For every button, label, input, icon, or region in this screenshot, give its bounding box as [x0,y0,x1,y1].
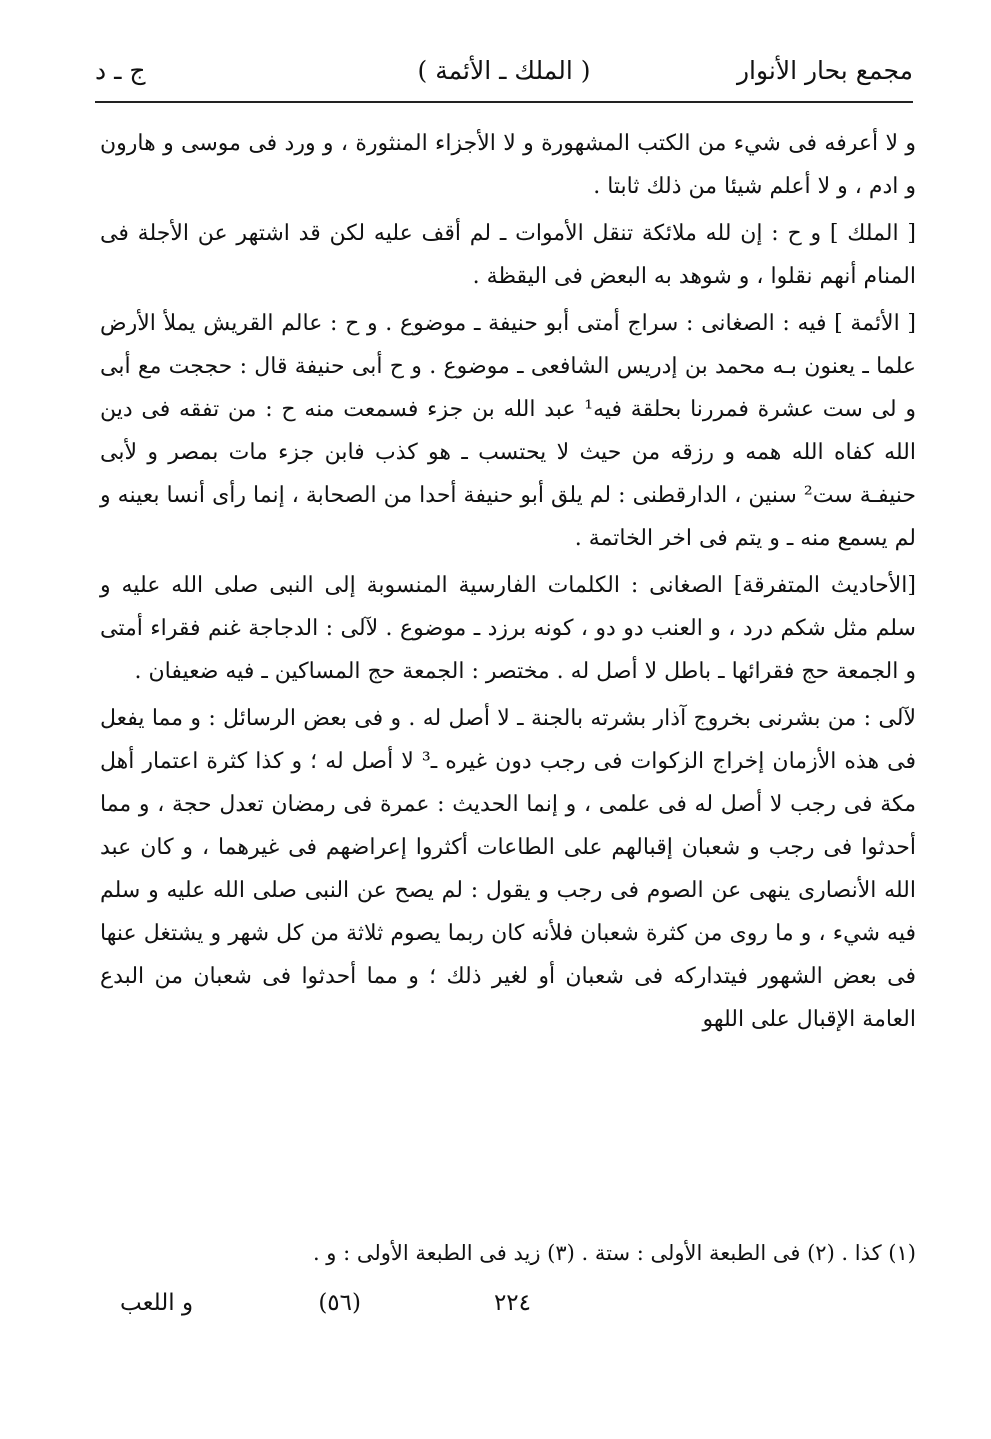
paragraph: [ الملك ] و ح : إن لله ملائكة تنقل الأموات ـ لم أقف عليه لكن قد اشتهر عن الأجلة فى المنام أنهم نقلوا ، و شوهد به البعض فى اليقظة . [100,221,916,289]
paragraph: [الأحاديث المتفرقة] الصغانى : الكلمات الفارسية المنسوبة إلى النبى صلى الله عليه و سلم مثل شكم درد ، و العنب دو دو ، كونه برزد ـ موضوع . لآلى : الدجاجة غنم فقراء أمتى و الجمعة حج فقرائها ـ باطل لا أصل له . مختصر : الجمعة حج المساكين ـ فيه ضعيفان . [100,573,916,684]
header-rule [95,101,913,103]
letter-range: ج ـ د [95,56,146,85]
paragraph: لآلى : من بشرنى بخروج آذار بشرته بالجنة ـ لا أصل له . و فى بعض الرسائل : و مما يفعل فى هذه الأزمان إخراج الزكوات فى رجب دون غيره ـ³ لا أصل له ؛ و كذا كثرة اعتمار أهل مكة فى رجب لا أصل له فى علمى ، و إنما الحديث : عمرة فى رمضان تعدل حجة ، و مما أحدثوا فى رجب و شعبان إقبالهم على الطاعات أكثروا إعراضهم فى غيرهما ، و كان عبد الله الأنصارى ينهى عن الصوم فى رجب و يقول : لم يصح عن النبى صلى الله عليه و سلم فيه شيء ، و ما روى من كثرة شعبان فلأنه كان ربما يصوم ثلاثة من كل شهر و يشتغل عنها فى بعض الشهور فيتداركه فى شعبان أو لغير ذلك ؛ و مما أحدثوا فى شعبان من البدع العامة الإقبال على اللهو [100,706,916,1032]
section-heading: ( الملك ـ الأئمة ) [417,56,591,85]
paragraph: [ الأئمة ] فيه : الصغانى : سراج أمتى أبو حنيفة ـ موضوع . و ح : عالم القريش يملأ الأرض علما ـ يعنون بـه محمد بن إدريس الشافعى ـ موضوع . و ح أبى حنيفة قال : حججت مع أبى و لى ست عشرة فمررنا بحلقة فيه¹ عبد الله بن جزء فسمعت منه ح : من تفقه فى دين الله كفاه الله همه و رزقه من حيث لا يحتسب ـ هو كذب فابن جزء مات بمصر و لأبى حنيفـة ست² سنين ، الدارقطنى : لم يلق أبو حنيفة أحدا من الصحابة ، إنما رأى أنسا بعينه و لم يسمع منه ـ و يتم فى اخر الخاتمة . [100,311,916,551]
running-header [95,50,913,100]
catchword: و اللعب [120,1290,194,1316]
book-title: مجمع بحار الأنوار [736,56,913,85]
main-text [100,122,916,1045]
page-footer [100,1290,916,1330]
footnotes: (١) كذا . (٢) فى الطبعة الأولى : ستة . (٣) زيد فى الطبعة الأولى : و . [312,1241,916,1265]
paragraph: و لا أعرفه فى شيء من الكتب المشهورة و لا الأجزاء المنثورة ، و ورد فى موسى و هارون و ادم ، و لا أعلم شيئا من ذلك ثابتا . [100,131,916,199]
signature-mark: (٥٦) [318,1290,361,1316]
page-number: ٢٢٤ [493,1290,531,1316]
